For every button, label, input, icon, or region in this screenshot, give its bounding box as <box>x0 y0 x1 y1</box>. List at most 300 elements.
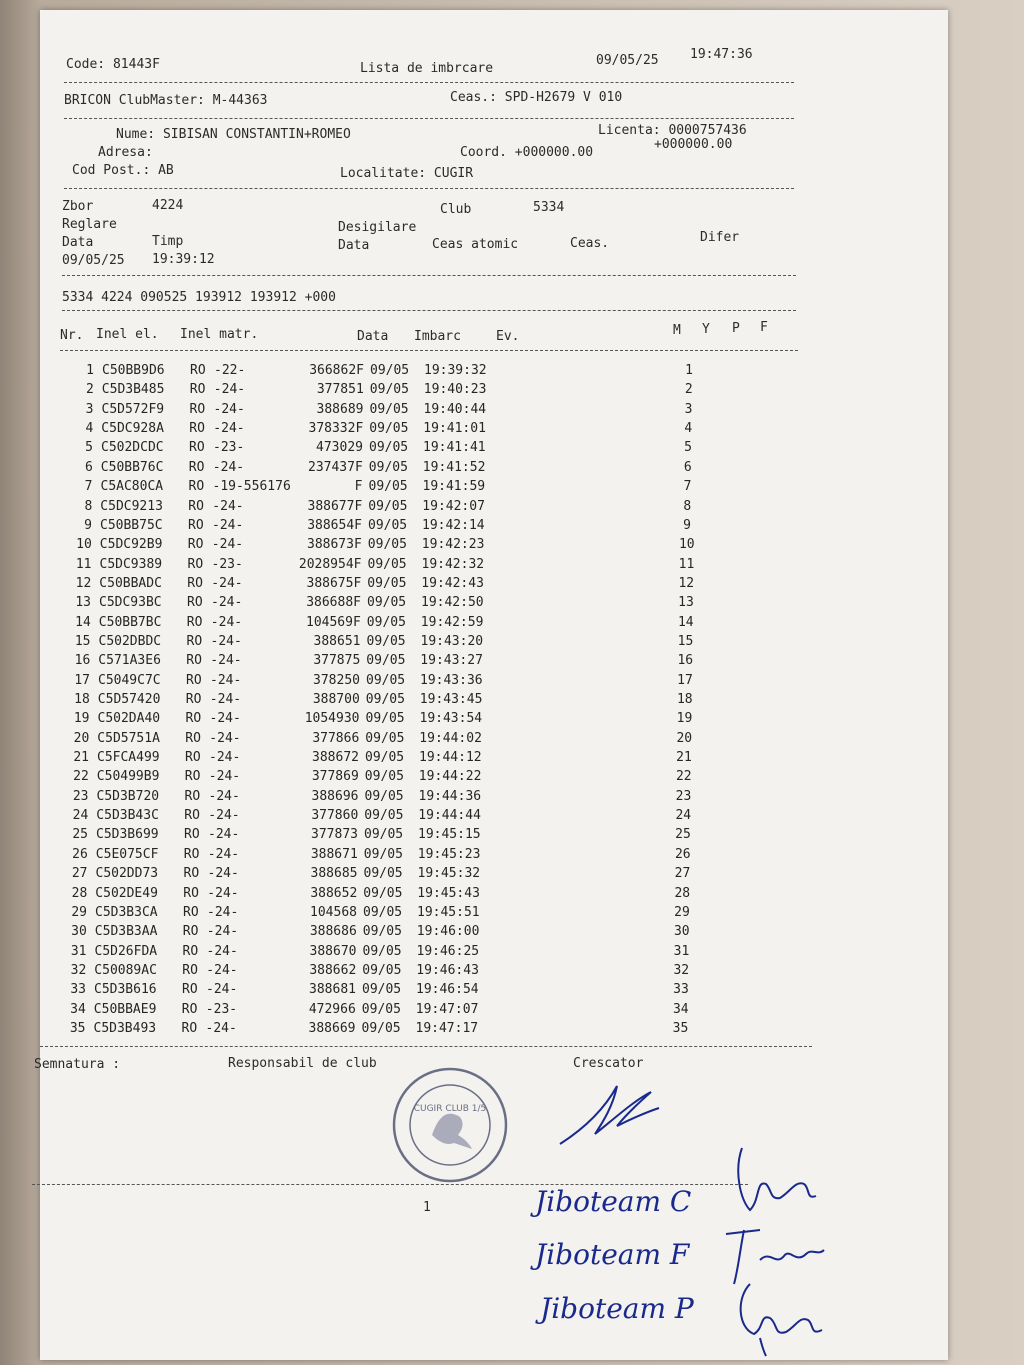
ring-year: -24- <box>210 653 242 669</box>
ring-electronic: C5DC9389 <box>99 556 163 572</box>
ring-electronic: C50BB76C <box>100 459 164 475</box>
ring-country: RO <box>182 982 198 998</box>
time-label: Timp <box>152 234 184 249</box>
ring-serial: 2028954F <box>298 556 362 572</box>
setting-date: 09/05/25 <box>62 253 125 268</box>
ring-year: -24- <box>212 498 244 514</box>
ring-year: -24- <box>211 595 243 611</box>
row-number: 1 <box>86 363 94 378</box>
row-number: 21 <box>73 750 89 765</box>
arrival-time: 19:41:41 <box>423 440 486 456</box>
ring-country: RO <box>186 653 202 669</box>
ring-electronic: C5DC93BC <box>99 595 162 611</box>
col-ev: Ev. <box>496 329 520 344</box>
divider <box>62 310 796 311</box>
arrival-time: 19:46:00 <box>416 924 480 940</box>
table-row <box>52 535 732 554</box>
position-m: 29 <box>674 904 690 920</box>
ring-electronic: C502DA40 <box>97 711 161 727</box>
table-row <box>52 497 732 516</box>
arrival-date: 09/05 <box>364 827 404 843</box>
ring-year: -24- <box>208 808 240 823</box>
arrival-date: 09/05 <box>366 672 406 688</box>
row-number: 34 <box>70 1001 86 1017</box>
ring-year: -24- <box>213 421 245 437</box>
difference-label: Difer <box>700 230 740 245</box>
arrival-time: 19:42:50 <box>421 595 484 611</box>
ring-country: RO <box>185 692 202 707</box>
row-number: 7 <box>84 479 93 495</box>
table-row <box>51 593 731 612</box>
ring-electronic: C502DBDC <box>98 633 162 649</box>
ring-year: -24- <box>212 517 244 533</box>
position-m: 21 <box>676 750 692 765</box>
ring-electronic: C5D3B485 <box>101 382 165 398</box>
arrival-date: 09/05 <box>367 537 407 553</box>
position-m: 22 <box>675 769 692 785</box>
arrival-date: 09/05 <box>362 982 402 998</box>
arrival-date: 09/05 <box>361 1001 401 1017</box>
row-number: 4 <box>85 421 94 437</box>
owner-address: Adresa: <box>98 145 153 160</box>
row-number: 5 <box>85 440 93 456</box>
arrival-time: 19:45:15 <box>418 827 481 843</box>
ring-serial: 104569F <box>306 614 361 630</box>
divider <box>64 82 794 83</box>
ring-country: RO <box>181 1020 198 1036</box>
arrival-time: 19:44:22 <box>418 769 482 785</box>
unseal-label: Desigilare <box>338 220 417 235</box>
arrival-date: 09/05 <box>364 808 404 823</box>
setting-label: Reglare <box>62 217 117 232</box>
arrival-time: 19:42:14 <box>422 517 485 533</box>
row-number: 2 <box>85 382 94 398</box>
arrival-time: 19:41:01 <box>423 421 486 437</box>
ring-year: -24- <box>212 459 245 475</box>
ring-serial: 472966 <box>308 1001 356 1017</box>
ring-year: -24- <box>213 401 245 417</box>
ring-serial: 388686 <box>309 924 357 940</box>
arrival-date: 09/05 <box>363 904 403 920</box>
ring-year: -24- <box>207 846 240 862</box>
row-number: 18 <box>74 692 90 707</box>
ring-electronic: C5049C7C <box>98 672 161 688</box>
ring-year: -22- <box>214 363 246 378</box>
divider <box>40 1046 812 1047</box>
arrival-time: 19:46:54 <box>416 982 479 998</box>
table-row <box>53 438 733 457</box>
row-number: 17 <box>74 672 90 688</box>
table-row <box>52 555 732 574</box>
ring-year: -23- <box>211 556 243 572</box>
ring-electronic: C5D3B616 <box>94 982 157 998</box>
col-p: P <box>732 321 740 336</box>
ring-country: RO <box>188 479 205 495</box>
arrival-date: 09/05 <box>369 382 409 398</box>
arrival-date: 09/05 <box>367 595 407 611</box>
club-label: Club <box>440 202 472 217</box>
club-value: 5334 <box>533 200 565 215</box>
position-m: 15 <box>677 633 694 649</box>
ring-electronic: C50BB75C <box>100 517 163 533</box>
ring-year: -24- <box>207 904 239 920</box>
arrival-date: 09/05 <box>364 769 404 785</box>
ring-serial: 377873 <box>311 827 358 843</box>
table-row <box>49 748 729 767</box>
position-m: 8 <box>683 498 692 514</box>
ring-serial: 388652 <box>310 885 358 901</box>
ring-electronic: C5D3B720 <box>96 788 160 804</box>
table-row <box>52 516 732 535</box>
arrival-date: 09/05 <box>368 498 408 514</box>
handwritten-name-2: Jiboteam F <box>535 1238 690 1271</box>
position-m: 7 <box>683 479 692 495</box>
owner-license: Licenta: 0000757436 <box>598 123 747 138</box>
row-number: 14 <box>75 614 91 630</box>
ring-year: -24- <box>209 692 242 707</box>
arrival-date: 09/05 <box>366 653 406 669</box>
col-imbarc: Imbarc <box>414 329 461 344</box>
arrival-date: 09/05 <box>368 479 408 495</box>
ring-serial: 377860 <box>311 808 359 823</box>
ring-serial: 1054930 <box>304 711 360 727</box>
ring-year: -24- <box>208 827 240 843</box>
arrival-time: 19:39:32 <box>424 363 487 378</box>
ring-country: RO <box>182 962 198 978</box>
ring-country: RO <box>186 672 202 688</box>
arrival-time: 19:43:20 <box>420 633 484 649</box>
ring-country: RO <box>184 769 201 785</box>
owner-name: Nume: SIBISAN CONSTANTIN+ROMEO <box>116 127 351 142</box>
divider <box>64 118 794 119</box>
ring-electronic: C50BBADC <box>99 575 162 591</box>
col-nr: Nr. <box>60 328 84 343</box>
row-number: 16 <box>74 653 91 669</box>
row-number: 29 <box>71 904 87 920</box>
ring-year: -24- <box>211 537 244 553</box>
ring-electronic: C5D3B493 <box>93 1020 157 1036</box>
club-responsible-label: Responsabil de club <box>228 1056 377 1071</box>
ring-country: RO <box>186 633 203 649</box>
position-m: 10 <box>678 537 695 553</box>
col-y: Y <box>702 322 710 337</box>
row-number: 15 <box>74 633 91 649</box>
ring-electronic: C50BB7BC <box>98 614 162 630</box>
stamp-text: CUGIR CLUB 1/5 <box>413 1104 487 1114</box>
table-row <box>46 980 726 999</box>
arrival-date: 09/05 <box>367 575 407 591</box>
row-number: 10 <box>76 537 92 553</box>
page-number: 1 <box>423 1200 431 1215</box>
breeder-label: Crescator <box>573 1056 644 1071</box>
owner-locality: Localitate: CUGIR <box>340 166 474 181</box>
ring-serial: 388681 <box>309 982 356 998</box>
table-row <box>48 806 728 825</box>
ring-serial: 473029 <box>316 440 363 456</box>
ring-serial: 388696 <box>311 788 359 804</box>
ring-country: RO <box>188 459 205 475</box>
arrival-time: 19:43:27 <box>420 653 483 669</box>
flight-value: 4224 <box>152 198 184 213</box>
clock-label: Ceas. <box>570 236 610 251</box>
position-m: 20 <box>676 730 693 746</box>
row-number: 35 <box>69 1020 86 1036</box>
coord-lat: Coord. +000000.00 <box>460 145 594 160</box>
arrival-time: 19:42:23 <box>421 537 485 553</box>
table-row <box>54 380 734 399</box>
ring-serial: 237437F <box>308 459 363 475</box>
arrival-time: 19:45:32 <box>417 866 481 882</box>
row-number: 26 <box>72 846 88 862</box>
ring-year: -24- <box>207 866 239 882</box>
table-row <box>46 1019 726 1038</box>
ring-serial: 388685 <box>310 866 358 882</box>
table-row <box>50 690 730 709</box>
ring-serial: 388671 <box>310 846 358 862</box>
row-number: 33 <box>70 982 86 998</box>
ring-electronic: C5D26FDA <box>94 943 158 959</box>
divider <box>60 350 798 351</box>
row-number: 3 <box>85 401 94 417</box>
arrival-date: 09/05 <box>362 924 402 940</box>
ring-electronic: C502DD73 <box>95 866 159 882</box>
ring-serial: 388672 <box>312 750 359 765</box>
position-m: 25 <box>675 827 691 843</box>
row-number: 32 <box>70 962 87 978</box>
ring-electronic: C502DCDC <box>101 440 164 456</box>
flight-label: Zbor <box>62 199 94 214</box>
ring-electronic: C50089AC <box>94 962 157 978</box>
arrival-date: 09/05 <box>366 614 406 630</box>
table-row <box>48 825 728 844</box>
ring-serial: 386688F <box>306 595 361 611</box>
arrival-date: 09/05 <box>369 401 409 417</box>
arrival-date: 09/05 <box>365 692 405 707</box>
arrival-time: 19:46:43 <box>416 962 479 978</box>
row-number: 28 <box>71 885 88 901</box>
ring-country: RO <box>183 904 199 920</box>
arrival-date: 09/05 <box>365 711 405 727</box>
position-m: 6 <box>683 459 692 475</box>
ring-electronic: C50BB9D6 <box>102 363 165 378</box>
arrival-date: 09/05 <box>365 750 405 765</box>
ring-country: RO <box>184 808 200 823</box>
divider <box>64 188 794 189</box>
table-row <box>47 903 727 922</box>
table-row <box>51 574 731 593</box>
position-m: 34 <box>672 1001 689 1017</box>
table-row <box>50 651 730 670</box>
arrival-date: 09/05 <box>369 440 409 456</box>
ring-year: -24- <box>209 730 241 746</box>
position-m: 1 <box>685 363 693 378</box>
arrival-time: 19:41:59 <box>422 479 486 495</box>
table-row <box>46 1000 726 1019</box>
ring-country: RO <box>185 730 201 746</box>
position-m: 26 <box>674 846 691 862</box>
arrival-date: 09/05 <box>366 633 406 649</box>
ring-serial: 388670 <box>309 943 357 959</box>
handwritten-signature-3 <box>730 1278 830 1358</box>
arrival-date: 09/05 <box>368 459 408 475</box>
breeder-signature <box>555 1078 665 1148</box>
ring-serial: 388700 <box>312 692 360 707</box>
ring-year: -24- <box>206 982 238 998</box>
row-number: 20 <box>73 730 90 746</box>
arrival-time: 19:42:32 <box>421 556 485 572</box>
divider <box>62 275 796 276</box>
table-row <box>53 458 733 477</box>
arrival-date: 09/05 <box>363 885 403 901</box>
table-row <box>46 961 726 980</box>
arrival-date: 09/05 <box>369 421 409 437</box>
ring-country: RO <box>181 1001 198 1017</box>
coord-lon: +000000.00 <box>654 137 733 152</box>
ring-country: RO <box>187 595 203 611</box>
ring-year: -24- <box>207 885 239 901</box>
arrival-time: 19:47:17 <box>415 1020 479 1036</box>
ring-electronic: C5D3B3AA <box>94 924 158 940</box>
ring-electronic: C5D5751A <box>97 730 160 746</box>
table-row <box>49 729 729 748</box>
ring-serial: 388669 <box>308 1020 356 1036</box>
ring-country: RO <box>189 421 205 437</box>
ring-country: RO <box>189 382 206 398</box>
position-m: 35 <box>672 1020 689 1036</box>
row-number: 23 <box>72 788 89 804</box>
position-m: 3 <box>684 401 693 417</box>
ring-serial: 388662 <box>309 962 357 978</box>
ring-serial: 377866 <box>312 730 360 746</box>
ring-country: RO <box>190 363 206 378</box>
doc-code: Code: 81443F <box>66 57 160 72</box>
ring-country: RO <box>187 575 203 591</box>
ring-year: -24- <box>208 788 240 804</box>
ring-country: RO <box>187 537 204 553</box>
position-m: 13 <box>678 595 694 611</box>
ring-country: RO <box>184 827 200 843</box>
ring-electronic: C5D572F9 <box>101 401 165 417</box>
document-page <box>34 10 948 1360</box>
row-number: 11 <box>75 556 92 572</box>
position-m: 18 <box>676 692 693 707</box>
setting-time: 19:39:12 <box>152 252 215 267</box>
clubmaster-id: BRICON ClubMaster: M-44363 <box>64 93 268 108</box>
position-m: 16 <box>677 653 694 669</box>
arrival-time: 19:42:43 <box>421 575 484 591</box>
ring-country: RO <box>186 614 203 630</box>
handwritten-name-1: Jiboteam C <box>535 1185 692 1218</box>
ring-serial: 388651 <box>313 633 361 649</box>
table-row <box>47 942 727 961</box>
ring-electronic: C50499B9 <box>96 769 160 785</box>
arrival-date: 09/05 <box>368 517 408 533</box>
col-inel-el: Inel el. <box>96 327 159 342</box>
position-m: 12 <box>678 575 695 591</box>
arrival-time: 19:44:44 <box>418 808 481 823</box>
ring-serial: 388689 <box>316 401 364 417</box>
position-m: 5 <box>684 440 692 456</box>
table-row <box>49 767 729 786</box>
ring-electronic: C50BBAE9 <box>93 1001 157 1017</box>
row-number: 27 <box>71 866 88 882</box>
table-row <box>54 400 734 419</box>
arrival-time: 19:47:07 <box>415 1001 479 1017</box>
position-m: 27 <box>674 866 691 882</box>
arrival-time: 19:42:07 <box>422 498 485 514</box>
ring-country: RO <box>187 556 204 572</box>
row-number: 31 <box>70 943 87 959</box>
arrival-date: 09/05 <box>370 363 410 378</box>
arrival-time: 19:44:02 <box>419 730 482 746</box>
ring-serial: 388677F <box>307 498 363 514</box>
arrival-time: 19:42:59 <box>420 614 484 630</box>
table-row <box>53 419 733 438</box>
table-row <box>47 884 727 903</box>
ring-year: -24- <box>206 962 238 978</box>
row-number: 6 <box>84 459 93 475</box>
position-m: 4 <box>684 421 693 437</box>
arrival-time: 19:41:52 <box>422 459 486 475</box>
ring-serial: 378332F <box>308 421 364 437</box>
col-f: F <box>760 320 768 335</box>
position-m: 19 <box>676 711 693 727</box>
date-label: Data <box>62 235 94 250</box>
arrival-date: 09/05 <box>364 788 404 804</box>
ring-serial: 378250 <box>313 672 360 688</box>
table-row <box>54 361 734 380</box>
ring-serial: 388654F <box>307 517 362 533</box>
owner-postal-code: Cod Post.: AB <box>72 163 174 178</box>
ring-electronic: C5D3B43C <box>96 808 159 823</box>
arrival-date: 09/05 <box>362 962 402 978</box>
ring-country: RO <box>185 750 201 765</box>
handwritten-signature-1 <box>730 1140 830 1220</box>
arrival-time: 19:45:43 <box>417 885 480 901</box>
ring-country: RO <box>189 401 206 417</box>
ring-country: RO <box>183 866 200 882</box>
atomic-clock-label: Ceas atomic <box>432 237 519 252</box>
row-number: 12 <box>75 575 92 591</box>
arrival-date: 09/05 <box>365 730 405 746</box>
ring-electronic: C5D3B699 <box>96 827 159 843</box>
ring-year: -24- <box>205 1020 237 1036</box>
ring-serial: 104568 <box>310 904 357 920</box>
ring-country: RO <box>183 885 199 901</box>
position-m: 17 <box>677 672 693 688</box>
ring-country: RO <box>185 711 202 727</box>
row-number: 24 <box>72 808 89 823</box>
ring-electronic: C5D3B3CA <box>95 904 158 920</box>
position-m: 9 <box>683 517 691 533</box>
row-number: 22 <box>73 769 89 785</box>
table-row <box>49 787 729 806</box>
arrival-date: 09/05 <box>367 556 407 572</box>
table-row <box>47 922 727 941</box>
table-row <box>50 709 730 728</box>
ring-year: -23- <box>213 440 245 456</box>
position-m: 32 <box>673 962 690 978</box>
ring-country: RO <box>189 440 205 456</box>
ring-country: RO <box>182 943 199 959</box>
ring-country: RO <box>188 498 204 514</box>
ring-serial: F <box>354 479 363 495</box>
ring-country: RO <box>184 788 201 804</box>
ring-country: RO <box>188 517 204 533</box>
ring-country: RO <box>183 846 200 862</box>
position-m: 11 <box>678 556 695 572</box>
doc-title: Lista de imbrcare <box>360 61 494 76</box>
